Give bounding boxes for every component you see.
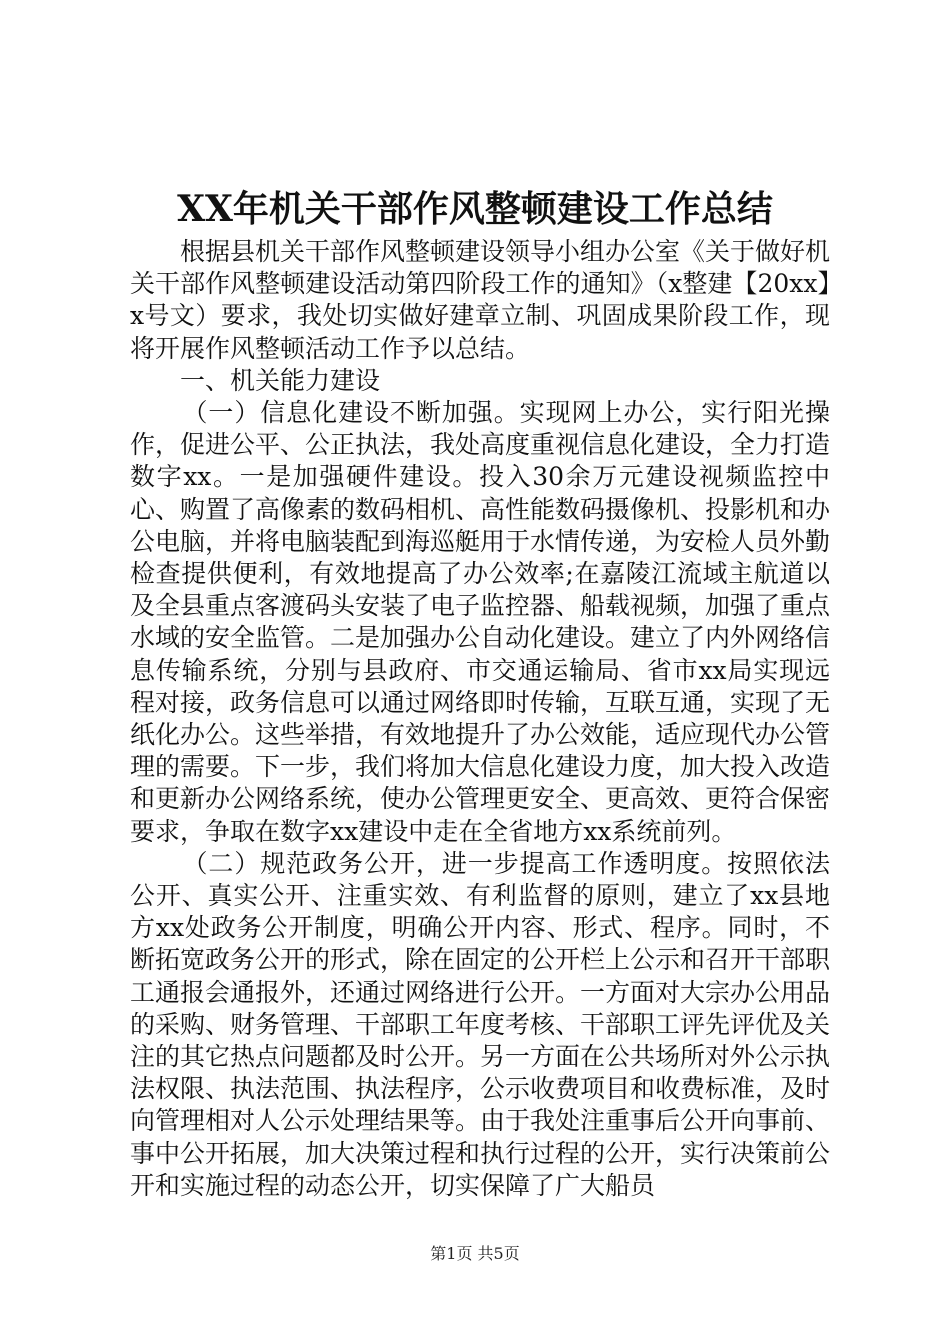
paragraph-intro: 根据县机关干部作风整顿建设领导小组办公室《关于做好机关干部作风整顿建设活动第四阶段工作的通知》（x整建【20xx】x号文）要求，我处切实做好建章立制、巩固成果阶段工作，现将开展作风整顿活动工作予以总结。 xyxy=(130,237,831,363)
document-body xyxy=(130,236,830,1202)
paragraph-informatization: （一）信息化建设不断加强。实现网上办公，实行阳光操作，促进公平、公正执法，我处高度重视信息化建设，全力打造数字xx。一是加强硬件建设。投入30余万元建设视频监控中心、购置了高像素的数码相机、高性能数码摄像机、投影机和办公电脑，并将电脑装配到海巡艇用于水情传递，为安检人员外勤检查提供便利，有效地提高了办公效率;在嘉陵江流域主航道以及全县重点客渡码头安装了电子监控器、船载视频，加强了重点水域的安全监管。二是加强办公自动化建设。建立了内外网络信息传输系统，分别与县政府、市交通运输局、省市xx局实现远程对接，政务信息可以通过网络即时传输，互联互通，实现了无纸化办公。这些举措，有效地提升了办公效能，适应现代办公管理的需要。下一步，我们将加大信息化建设力度，加大投入改造和更新办公网络系统，使办公管理更安全、更高效、更符合保密要求，争取在数字xx建设中走在全省地方xx系统前列。 xyxy=(130,398,831,846)
document-title: XX年机关干部作风整顿建设工作总结 xyxy=(177,188,773,230)
paragraph-open-government: （二）规范政务公开，进一步提高工作透明度。按照依法公开、真实公开、注重实效、有利监督的原则，建立了xx县地方xx处政务公开制度，明确公开内容、形式、程序。同时，不断拓宽政务公开的形式，除在固定的公开栏上公示和召开干部职工通报会通报外，还通过网络进行公开。一方面对大宗办公用品的采购、财务管理、干部职工年度考核、干部职工评先评优及关注的其它热点问题都及时公开。另一方面在公共场所对外公示执法权限、执法范围、执法程序，公示收费项目和收费标准，及时向管理相对人公示处理结果等。由于我处注重事后公开向事前、事中公开拓展，加大决策过程和执行过程的公开，实行决策前公开和实施过程的动态公开，切实保障了广大船员 xyxy=(130,848,831,1200)
section-heading: 一、机关能力建设 xyxy=(180,365,381,395)
page-footer: 第1页 共5页 xyxy=(430,1244,520,1263)
